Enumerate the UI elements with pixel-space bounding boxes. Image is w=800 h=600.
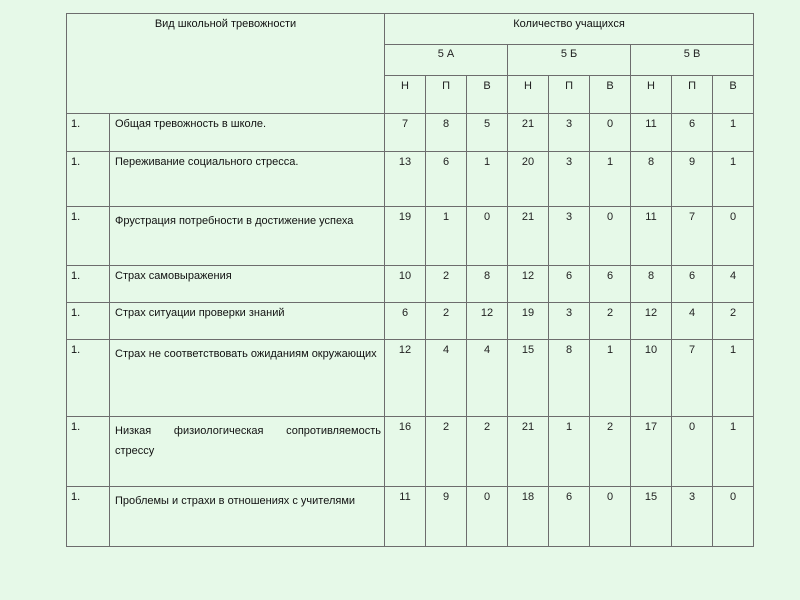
- value-cell: 12: [631, 303, 672, 340]
- value-cell: 21: [508, 417, 549, 487]
- value-cell: 1: [590, 152, 631, 207]
- row-number: 1.: [67, 266, 110, 303]
- value-cell: 21: [508, 207, 549, 266]
- value-cell: 8: [426, 114, 467, 152]
- value-cell: 6: [672, 114, 713, 152]
- table-row: [67, 207, 754, 266]
- value-cell: 2: [590, 417, 631, 487]
- subheader-cell: П: [672, 76, 713, 114]
- value-cell: 10: [631, 340, 672, 417]
- value-cell: 0: [713, 487, 754, 547]
- value-cell: 2: [426, 303, 467, 340]
- header-class-5b: 5 Б: [508, 45, 631, 76]
- value-cell: 2: [467, 417, 508, 487]
- value-cell: 12: [385, 340, 426, 417]
- table-row: [67, 266, 754, 303]
- anxiety-table: [66, 13, 754, 547]
- value-cell: 3: [549, 152, 590, 207]
- value-cell: 6: [590, 266, 631, 303]
- table-row: [67, 152, 754, 207]
- value-cell: 11: [631, 207, 672, 266]
- value-cell: 1: [467, 152, 508, 207]
- row-number: 1.: [67, 114, 110, 152]
- value-cell: 0: [590, 487, 631, 547]
- value-cell: 7: [672, 207, 713, 266]
- value-cell: 1: [549, 417, 590, 487]
- subheader-cell: В: [467, 76, 508, 114]
- header-type: Вид школьной тревожности: [67, 14, 385, 114]
- value-cell: 7: [672, 340, 713, 417]
- row-number: 1.: [67, 417, 110, 487]
- value-cell: 12: [467, 303, 508, 340]
- value-cell: 6: [672, 266, 713, 303]
- value-cell: 17: [631, 417, 672, 487]
- value-cell: 20: [508, 152, 549, 207]
- value-cell: 3: [549, 303, 590, 340]
- value-cell: 2: [713, 303, 754, 340]
- header-class-5v: 5 В: [631, 45, 754, 76]
- value-cell: 4: [467, 340, 508, 417]
- value-cell: 0: [713, 207, 754, 266]
- value-cell: 1: [426, 207, 467, 266]
- row-number: 1.: [67, 207, 110, 266]
- value-cell: 8: [467, 266, 508, 303]
- value-cell: 8: [631, 152, 672, 207]
- subheader-cell: П: [426, 76, 467, 114]
- value-cell: 3: [549, 207, 590, 266]
- subheader-cell: В: [590, 76, 631, 114]
- subheader-cell: В: [713, 76, 754, 114]
- row-number: 1.: [67, 152, 110, 207]
- value-cell: 2: [426, 266, 467, 303]
- row-name: Общая тревожность в школе.: [110, 114, 385, 152]
- value-cell: 6: [426, 152, 467, 207]
- value-cell: 4: [426, 340, 467, 417]
- value-cell: 11: [385, 487, 426, 547]
- subheader-cell: Н: [631, 76, 672, 114]
- value-cell: 0: [672, 417, 713, 487]
- header-class-5a: 5 А: [385, 45, 508, 76]
- value-cell: 6: [385, 303, 426, 340]
- table-row: [67, 114, 754, 152]
- value-cell: 8: [631, 266, 672, 303]
- row-name: Страх самовыражения: [110, 266, 385, 303]
- value-cell: 0: [467, 207, 508, 266]
- value-cell: 10: [385, 266, 426, 303]
- value-cell: 18: [508, 487, 549, 547]
- value-cell: 1: [590, 340, 631, 417]
- value-cell: 15: [631, 487, 672, 547]
- value-cell: 21: [508, 114, 549, 152]
- subheader-cell: Н: [385, 76, 426, 114]
- value-cell: 19: [508, 303, 549, 340]
- value-cell: 8: [549, 340, 590, 417]
- subheader-cell: П: [549, 76, 590, 114]
- value-cell: 1: [713, 152, 754, 207]
- value-cell: 9: [426, 487, 467, 547]
- row-name: Проблемы и страхи в отношениях с учителями: [110, 487, 385, 547]
- subheader-cell: Н: [508, 76, 549, 114]
- row-number: 1.: [67, 303, 110, 340]
- value-cell: 3: [672, 487, 713, 547]
- value-cell: 1: [713, 340, 754, 417]
- value-cell: 16: [385, 417, 426, 487]
- value-cell: 9: [672, 152, 713, 207]
- header-count: Количество учащихся: [385, 14, 754, 45]
- value-cell: 3: [549, 114, 590, 152]
- row-number: 1.: [67, 487, 110, 547]
- value-cell: 7: [385, 114, 426, 152]
- row-name: Переживание социального стресса.: [110, 152, 385, 207]
- value-cell: 4: [672, 303, 713, 340]
- table-row: [67, 417, 754, 487]
- value-cell: 5: [467, 114, 508, 152]
- value-cell: 11: [631, 114, 672, 152]
- value-cell: 0: [467, 487, 508, 547]
- row-name: Страх не соответствовать ожиданиям окружающих: [110, 340, 385, 417]
- value-cell: 13: [385, 152, 426, 207]
- table-row: [67, 487, 754, 547]
- value-cell: 19: [385, 207, 426, 266]
- row-name: Страх ситуации проверки знаний: [110, 303, 385, 340]
- row-name: Низкая физиологическая сопротивляемость стрессу: [110, 417, 385, 487]
- row-number: 1.: [67, 340, 110, 417]
- value-cell: 0: [590, 114, 631, 152]
- table-row: [67, 303, 754, 340]
- value-cell: 4: [713, 266, 754, 303]
- value-cell: 6: [549, 266, 590, 303]
- value-cell: 12: [508, 266, 549, 303]
- value-cell: 2: [426, 417, 467, 487]
- table-row: [67, 340, 754, 417]
- value-cell: 1: [713, 114, 754, 152]
- value-cell: 1: [713, 417, 754, 487]
- value-cell: 6: [549, 487, 590, 547]
- value-cell: 2: [590, 303, 631, 340]
- value-cell: 0: [590, 207, 631, 266]
- value-cell: 15: [508, 340, 549, 417]
- row-name: Фрустрация потребности в достижение успеха: [110, 207, 385, 266]
